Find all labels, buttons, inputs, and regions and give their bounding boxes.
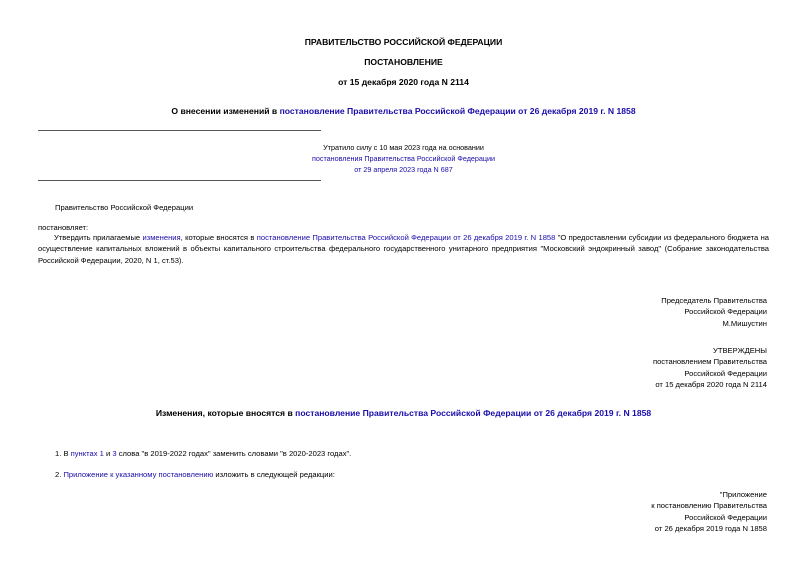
- appendix-line-3: Российской Федерации: [684, 512, 767, 522]
- government-heading: ПРАВИТЕЛЬСТВО РОССИЙСКОЙ ФЕДЕРАЦИИ: [304, 37, 503, 47]
- title-prefix: О внесении изменений в: [171, 106, 280, 116]
- title-link[interactable]: постановление Правительства Российской Федерации от 26 декабря 2019 г. N 1858: [279, 106, 636, 116]
- status-note-link-1[interactable]: постановления Правительства Российской Федерации: [311, 154, 496, 163]
- status-note-link-2[interactable]: от 29 апреля 2023 года N 687: [354, 165, 453, 174]
- document-title: [0, 106, 807, 116]
- resolution-paragraph: [38, 232, 769, 266]
- approved-line-1: УТВЕРЖДЕНЫ: [713, 346, 767, 355]
- signature-line-3: М.Мишустин: [722, 318, 767, 328]
- decides-text: постановляет:: [38, 223, 89, 232]
- signature-line-2: Российской Федерации: [684, 307, 767, 317]
- changes-title-link[interactable]: постановление Правительства Российской Федерации от 26 декабря 2019 г. N 1858: [295, 408, 652, 418]
- changes-title-prefix: Изменения, которые вносятся в: [155, 408, 296, 418]
- resolution-1858-link[interactable]: постановление Правительства Российской Федерации от 26 декабря 2019 г. N 1858: [256, 233, 556, 242]
- item-2: [55, 469, 335, 480]
- signature-line-1: Председатель Правительства: [661, 296, 767, 305]
- appendix-block: [651, 489, 767, 535]
- appendix-line-2: к постановлению Правительства: [651, 501, 767, 511]
- bottom-separator: [38, 180, 321, 181]
- item-1: [55, 448, 351, 459]
- p1-text-b: , которые вносятся в: [180, 233, 257, 242]
- approved-line-4: от 15 декабря 2020 года N 2114: [655, 380, 767, 390]
- status-note-text: Утратило силу с 10 мая 2023 года на основании: [323, 143, 484, 152]
- status-note: [0, 142, 807, 175]
- item-1-link-3[interactable]: 3: [112, 449, 117, 458]
- item-1-link-points[interactable]: пунктах 1: [70, 449, 104, 458]
- item-1-text-c: слова "в 2019-2022 годах" заменить словами "в 2020-2023 годах".: [116, 449, 352, 458]
- item-2-link[interactable]: Приложение к указанному постановлению: [63, 470, 214, 479]
- changes-title: [0, 408, 807, 418]
- approved-block: [653, 345, 767, 391]
- p1-text-a: Утвердить прилагаемые: [54, 233, 143, 242]
- approved-line-3: Российской Федерации: [684, 368, 767, 378]
- appendix-line-1: "Приложение: [719, 490, 767, 499]
- appendix-line-4: от 26 декабря 2019 года N 1858: [654, 524, 767, 534]
- signature-block: [661, 295, 767, 329]
- top-separator: [38, 130, 321, 131]
- item-2-text-a: 2.: [55, 470, 64, 479]
- approved-line-2: постановлением Правительства: [652, 357, 767, 367]
- item-1-text-b: и: [103, 449, 113, 458]
- item-2-text-b: изложить в следующей редакции:: [213, 470, 335, 479]
- intro-text: Правительство Российской Федерации: [55, 203, 194, 212]
- item-1-text-a: 1. В: [55, 449, 71, 458]
- document-date-number: от 15 декабря 2020 года N 2114: [338, 77, 469, 87]
- changes-link[interactable]: изменения: [142, 233, 181, 242]
- document-type: ПОСТАНОВЛЕНИЕ: [364, 57, 443, 67]
- p1-text-c: "О предоставлении субсидии из федерального бюджета на осуществление капитальных вложений в объекты капитального строительства федерального государственного унитарного предприятия "Московский эндокринный завод" (Собрание законодательства Российской Федерации, 2020, N 1, ст.53).: [38, 233, 769, 265]
